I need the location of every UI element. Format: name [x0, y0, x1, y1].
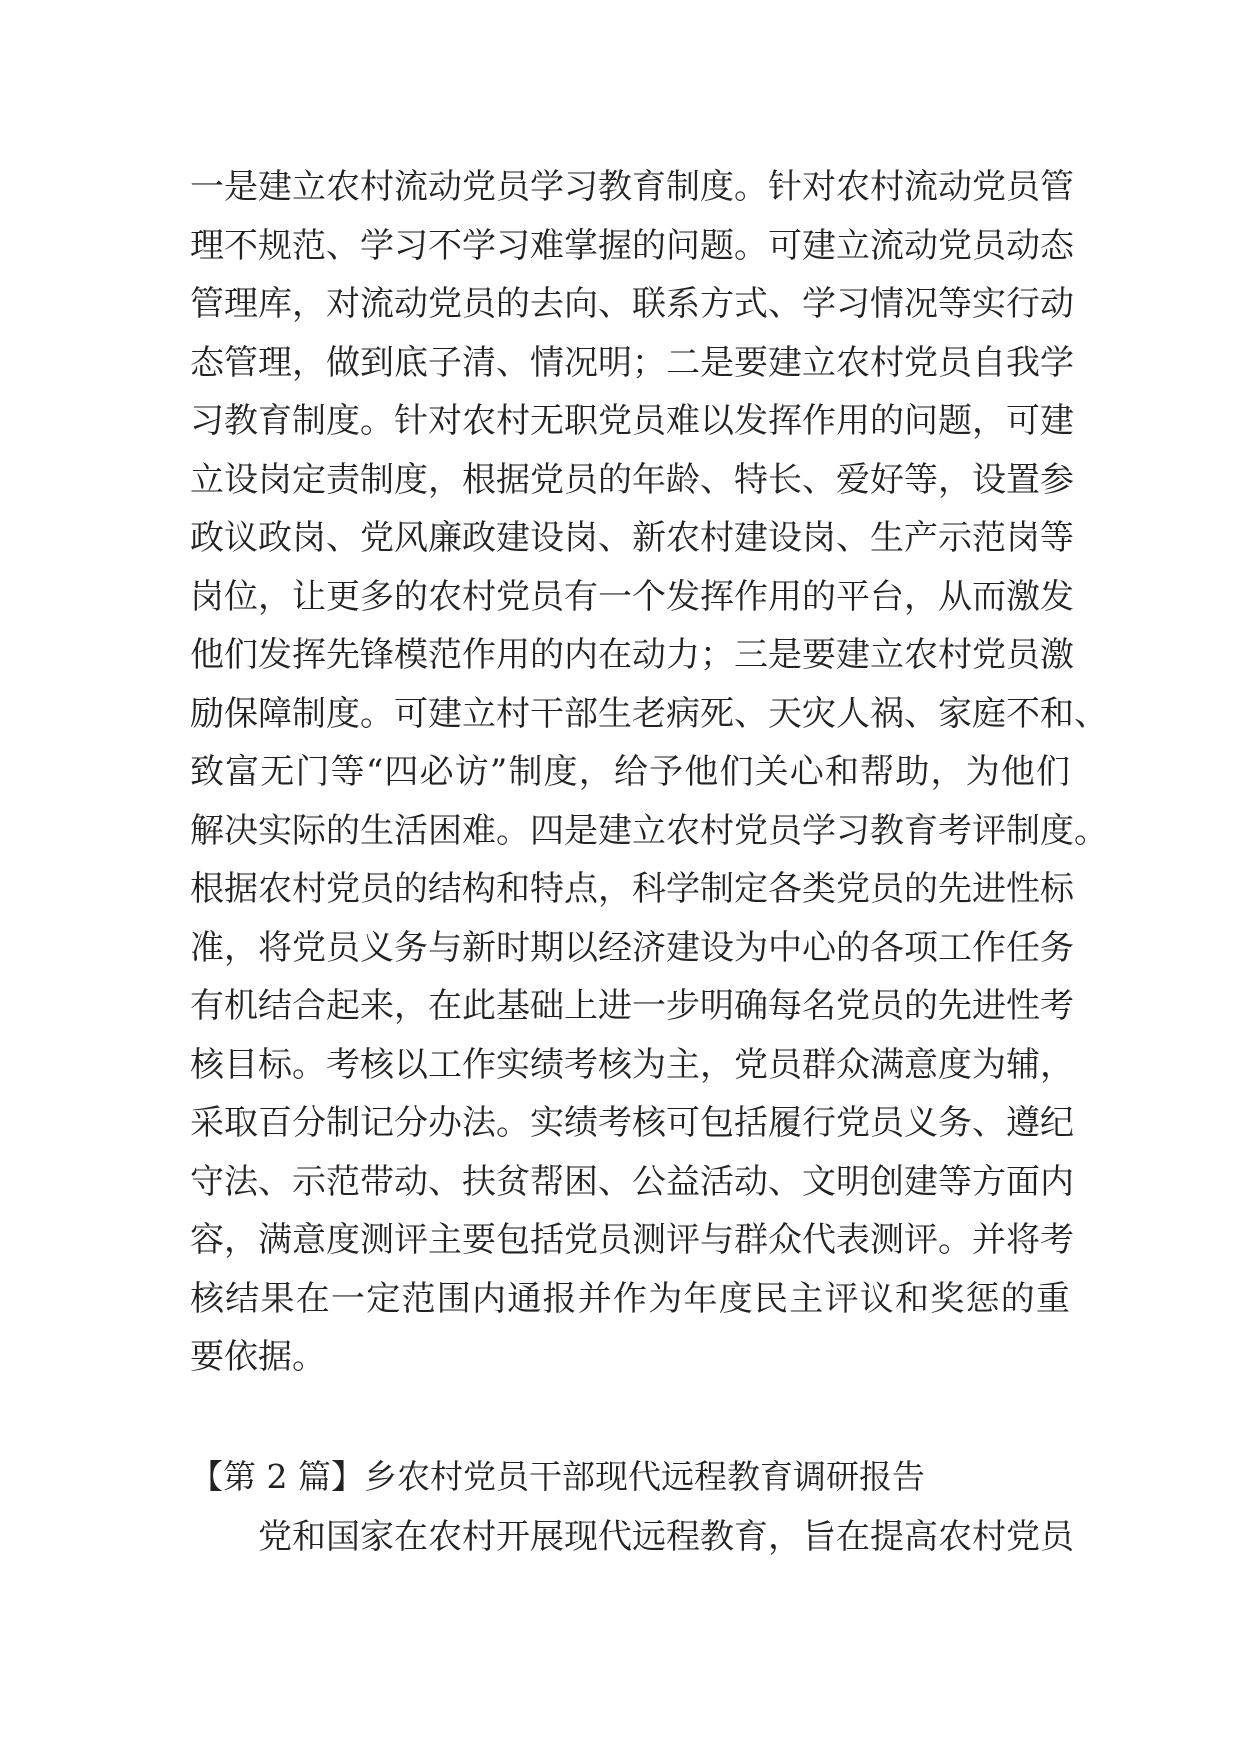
text-line: 一是建立农村流动党员学习教育制度。针对农村流动党员管	[190, 167, 1074, 207]
text-line: 理不规范、学习不学习难掌握的问题。可建立流动党员动态	[190, 225, 1074, 266]
text-line: 习教育制度。针对农村无职党员难以发挥作用的问题，可建	[190, 401, 1074, 441]
text-line: 岗位，让更多的农村党员有一个发挥作用的平台，从而激发	[190, 576, 1074, 617]
text-line: 致富无门等“四必访”制度，给予他们关心和帮助，为他们	[190, 752, 1070, 792]
text-line: 有机结合起来，在此基础上进一步明确每名党员的先进性考	[190, 986, 1074, 1026]
text-line: 励保障制度。可建立村干部生老病死、天灾人祸、家庭不和、	[190, 693, 1108, 734]
section-heading: 【第 2 篇】乡农村党员干部现代远程教育调研报告	[190, 1457, 925, 1496]
text-line: 核结果在一定范围内通报并作为年度民主评议和奖惩的重	[190, 1278, 1070, 1319]
text-line: 采取百分制记分办法。实绩考核可包括履行党员义务、遵纪	[190, 1103, 1074, 1143]
text-line: 容，满意度测评主要包括党员测评与群众代表测评。并将考	[190, 1220, 1074, 1260]
text-line: 解决实际的生活困难。四是建立农村党员学习教育考评制度。	[190, 810, 1108, 851]
text-line: 准，将党员义务与新时期以经济建设为中心的各项工作任务	[190, 927, 1074, 968]
text-line: 态管理，做到底子清、情况明；二是要建立农村党员自我学	[190, 342, 1074, 383]
text-line: 守法、示范带动、扶贫帮困、公益活动、文明创建等方面内	[190, 1161, 1074, 1202]
paragraph-education-system	[190, 158, 1108, 1387]
text-line: 管理库，对流动党员的去向、联系方式、学习情况等实行动	[190, 284, 1074, 324]
paragraph-intro	[190, 1508, 1074, 1567]
text-line: 他们发挥先锋模范作用的内在动力；三是要建立农村党员激	[190, 635, 1074, 675]
text-line: 立设岗定责制度，根据党员的年龄、特长、爱好等，设置参	[190, 459, 1074, 500]
text-line: 核目标。考核以工作实绩考核为主，党员群众满意度为辅，	[190, 1044, 1074, 1085]
text-line: 党和国家在农村开展现代远程教育，旨在提高农村党员	[258, 1517, 1074, 1557]
text-line: 根据农村党员的结构和特点，科学制定各类党员的先进性标	[190, 869, 1074, 909]
text-line: 要依据。	[190, 1337, 326, 1377]
text-line: 政议政岗、党风廉政建设岗、新农村建设岗、生产示范岗等	[190, 518, 1074, 558]
